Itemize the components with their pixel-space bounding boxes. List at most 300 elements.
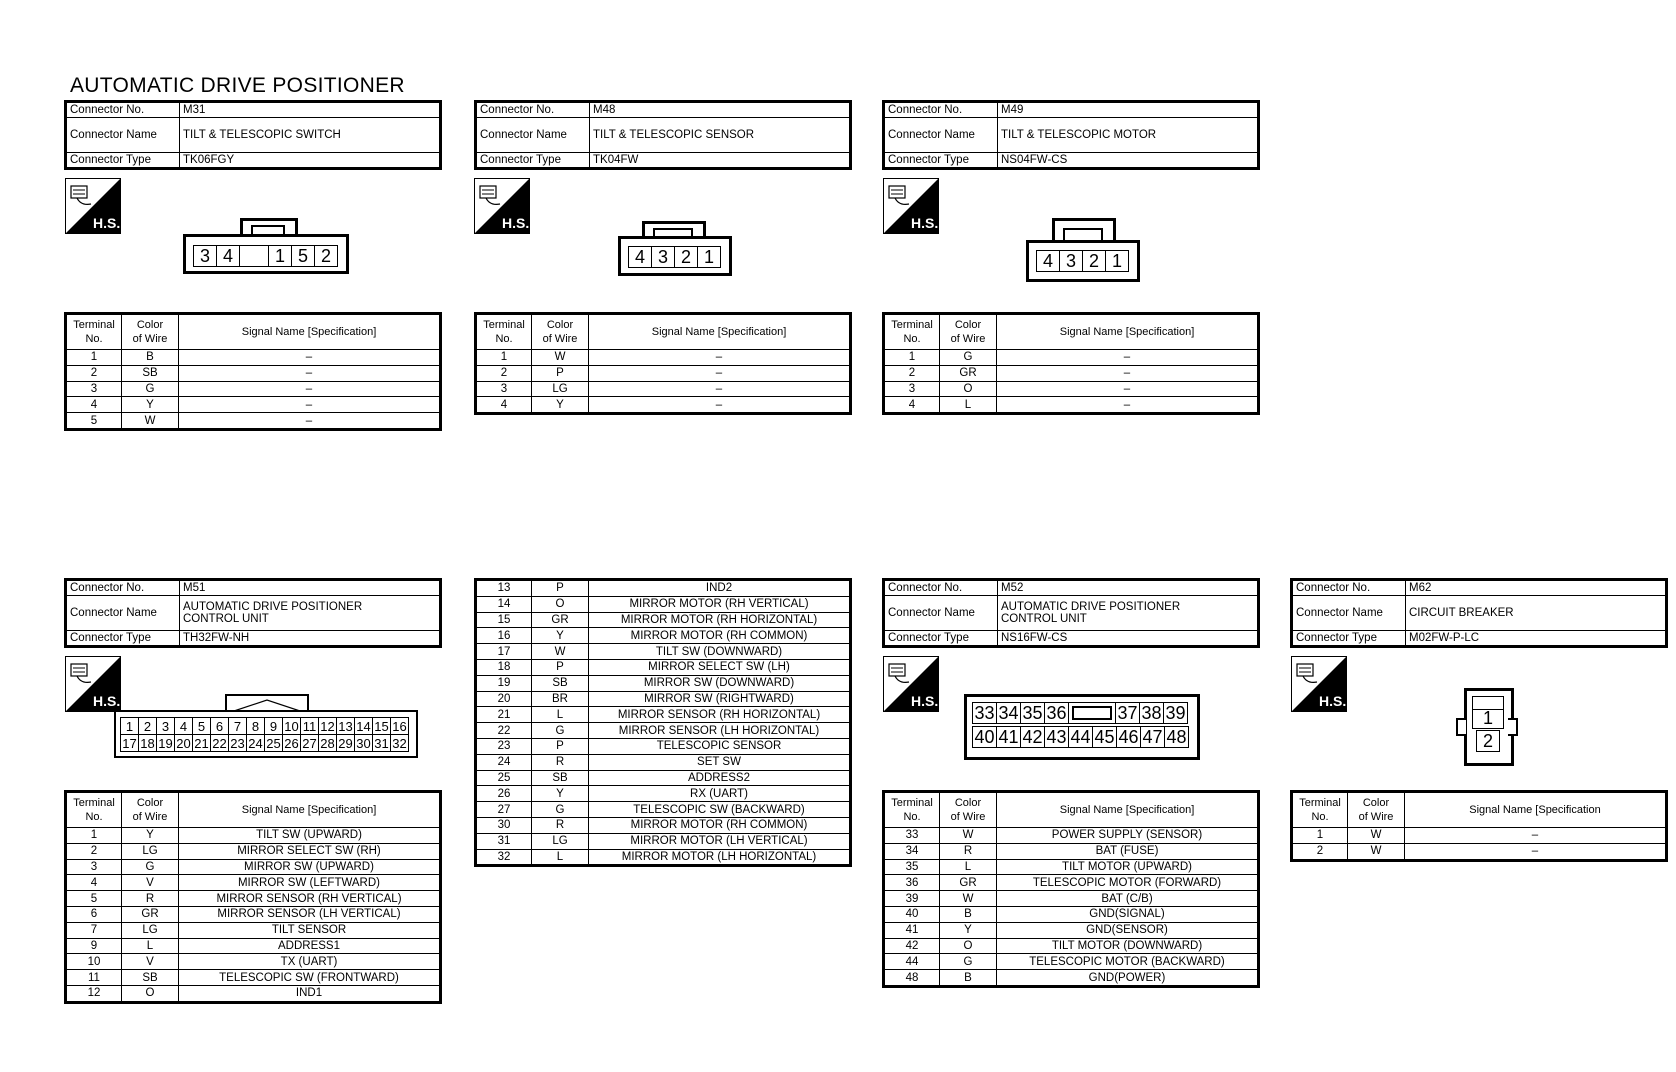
terminal-no-header: Terminal No. (884, 314, 940, 350)
pin: 27 (301, 735, 319, 751)
wire-color-cell: G (940, 350, 997, 366)
table-row (476, 659, 851, 675)
connector-m51-info (64, 578, 442, 648)
signal-name-cell: MIRROR MOTOR (LH HORIZONTAL) (589, 849, 851, 866)
wire-color-cell: P (532, 659, 589, 675)
signal-name-cell: IND2 (589, 580, 851, 597)
wire-color-cell: R (122, 891, 179, 907)
table-row (476, 707, 851, 723)
signal-name-cell: RX (UART) (589, 786, 851, 802)
terminal-no-cell: 3 (66, 381, 122, 397)
terminal-no-cell: 42 (884, 938, 940, 954)
signal-name-cell: – (179, 381, 441, 397)
connector-m49-terminals (882, 312, 1260, 415)
pin: 32 (392, 735, 407, 751)
terminal-no-cell: 44 (884, 954, 940, 970)
terminal-no-cell: 4 (476, 397, 532, 414)
wire-color-cell: SB (532, 770, 589, 786)
table-row (884, 843, 1259, 859)
connector-type-label: Connector Type (476, 153, 590, 169)
table-row (476, 770, 851, 786)
pin: 21 (193, 735, 211, 751)
signal-name-cell: TELESCOPIC MOTOR (FORWARD) (997, 875, 1259, 891)
pin (1069, 703, 1116, 723)
connector-m31-terminals (64, 312, 442, 431)
connector-no-value: M49 (998, 102, 1259, 118)
signal-name-cell: TELESCOPIC SW (FRONTWARD) (179, 970, 441, 986)
wire-color-cell: G (532, 802, 589, 818)
terminal-no-header: Terminal No. (66, 792, 122, 828)
signal-name-cell: MIRROR SW (DOWNWARD) (589, 675, 851, 691)
wire-color-cell: B (940, 906, 997, 922)
signal-header: Signal Name [Specification] (997, 314, 1259, 350)
signal-name-cell: TILT MOTOR (DOWNWARD) (997, 938, 1259, 954)
connector-type-value: TK04FW (590, 153, 851, 169)
signal-name-cell: IND1 (179, 985, 441, 1002)
terminal-no-cell: 32 (476, 849, 532, 866)
signal-name-cell: MIRROR SENSOR (RH VERTICAL) (179, 891, 441, 907)
signal-name-cell: MIRROR MOTOR (RH VERTICAL) (589, 596, 851, 612)
terminal-no-cell: 2 (66, 365, 122, 381)
table-row (1292, 843, 1667, 860)
wire-color-cell: R (532, 754, 589, 770)
pin: 2 (320, 245, 331, 266)
terminal-no-cell: 5 (66, 413, 122, 430)
wire-color-cell: O (122, 985, 179, 1002)
color-header: Color of Wire (532, 314, 589, 350)
terminal-no-cell: 35 (884, 859, 940, 875)
terminal-no-cell: 3 (884, 381, 940, 397)
connector-name-value: TILT & TELESCOPIC SENSOR (590, 118, 851, 153)
signal-name-cell: BAT (FUSE) (997, 843, 1259, 859)
pin: 30 (355, 735, 373, 751)
table-row (884, 397, 1259, 414)
table-row (476, 612, 851, 628)
wire-color-cell: LG (122, 843, 179, 859)
wire-color-cell: W (1348, 828, 1405, 844)
terminal-no-cell: 23 (476, 738, 532, 754)
pin: 8 (247, 718, 265, 734)
signal-name-cell: MIRROR SW (LEFTWARD) (179, 875, 441, 891)
table-row (476, 381, 851, 397)
connector-name-label: Connector Name (1292, 596, 1406, 631)
pin: 1 (1111, 250, 1122, 271)
connector-no-label: Connector No. (476, 102, 590, 118)
table-row (884, 350, 1259, 366)
terminal-no-cell: 19 (476, 675, 532, 691)
terminal-no-cell: 1 (66, 828, 122, 844)
wire-color-cell: W (940, 891, 997, 907)
connector-type-label: Connector Type (66, 631, 180, 647)
table-row (66, 413, 441, 430)
signal-name-cell: – (997, 381, 1259, 397)
color-header: Color of Wire (122, 314, 179, 350)
pin: 4 (629, 247, 652, 267)
signal-name-cell: MIRROR SELECT SW (RH) (179, 843, 441, 859)
terminal-no-cell: 12 (66, 985, 122, 1002)
signal-name-cell: MIRROR MOTOR (RH HORIZONTAL) (589, 612, 851, 628)
wire-color-cell: W (532, 350, 589, 366)
terminal-no-cell: 31 (476, 833, 532, 849)
table-row (476, 644, 851, 660)
pin: 47 (1141, 727, 1165, 747)
signal-name-cell: – (997, 365, 1259, 381)
terminal-no-cell: 1 (66, 350, 122, 366)
wire-color-cell: LG (532, 833, 589, 849)
terminal-no-cell: 3 (66, 859, 122, 875)
connector-m52-info (882, 578, 1260, 648)
pin: 3 (652, 247, 675, 267)
harness-side-icon (65, 178, 121, 234)
wire-color-cell: BR (532, 691, 589, 707)
terminal-no-cell: 1 (1292, 828, 1348, 844)
pin: 5 (193, 718, 211, 734)
connector-type-label: Connector Type (66, 153, 180, 169)
table-row (476, 833, 851, 849)
terminal-no-cell: 21 (476, 707, 532, 723)
pin: 20 (175, 735, 193, 751)
table-row (476, 580, 851, 597)
connector-no-value: M48 (590, 102, 851, 118)
signal-name-cell: TILT SW (UPWARD) (179, 828, 441, 844)
pin: 3 (157, 718, 175, 734)
connector-m52-terminals (882, 790, 1260, 988)
table-row (476, 738, 851, 754)
table-row (884, 891, 1259, 907)
table-row (66, 397, 441, 413)
harness-side-icon (65, 656, 121, 712)
wire-color-cell: Y (532, 628, 589, 644)
table-row (884, 954, 1259, 970)
harness-side-icon (1291, 656, 1347, 712)
connector-no-label: Connector No. (66, 102, 180, 118)
table-row (476, 802, 851, 818)
pin: 44 (1069, 727, 1093, 747)
wire-color-cell: W (940, 828, 997, 844)
signal-name-cell: TILT SENSOR (179, 922, 441, 938)
table-row (884, 970, 1259, 987)
terminal-no-cell: 27 (476, 802, 532, 818)
signal-name-cell: TILT MOTOR (UPWARD) (997, 859, 1259, 875)
pin: 2 (139, 718, 157, 734)
wire-color-cell: Y (532, 786, 589, 802)
wire-color-cell: O (532, 596, 589, 612)
wire-color-cell: P (532, 365, 589, 381)
terminal-no-cell: 18 (476, 659, 532, 675)
wire-color-cell: Y (940, 922, 997, 938)
signal-name-cell: – (179, 365, 441, 381)
pin: 36 (1045, 703, 1069, 723)
terminal-no-cell: 40 (884, 906, 940, 922)
signal-name-cell: – (997, 350, 1259, 366)
table-row (476, 723, 851, 739)
pin: 1 (703, 246, 714, 267)
table-row (66, 365, 441, 381)
signal-header: Signal Name [Specification (1405, 792, 1667, 828)
table-row (884, 828, 1259, 844)
terminal-no-cell: 25 (476, 770, 532, 786)
table-row (476, 691, 851, 707)
wire-color-cell: LG (532, 381, 589, 397)
signal-name-cell: ADDRESS1 (179, 938, 441, 954)
wire-color-cell: B (940, 970, 997, 987)
terminal-no-cell: 14 (476, 596, 532, 612)
terminal-no-cell: 4 (66, 397, 122, 413)
pin: 2 (675, 247, 698, 267)
table-row (66, 875, 441, 891)
pin: 48 (1166, 726, 1187, 747)
signal-name-cell: MIRROR MOTOR (RH COMMON) (589, 817, 851, 833)
connector-m51-terminals-continued (474, 578, 852, 867)
pin: 43 (1045, 727, 1069, 747)
connector-m48-info (474, 100, 852, 170)
signal-name-cell: GND(SIGNAL) (997, 906, 1259, 922)
table-row (66, 859, 441, 875)
pin: 2 (1083, 251, 1106, 271)
terminal-no-cell: 34 (884, 843, 940, 859)
pin: 1 (269, 246, 292, 266)
page-title: AUTOMATIC DRIVE POSITIONER (70, 74, 405, 97)
table-row (476, 628, 851, 644)
signal-name-cell: GND(SENSOR) (997, 922, 1259, 938)
table-row (66, 350, 441, 366)
color-header: Color of Wire (1348, 792, 1405, 828)
table-row (66, 906, 441, 922)
table-row (476, 817, 851, 833)
svg-text:H.S.: H.S. (93, 693, 121, 709)
pin: 18 (139, 735, 157, 751)
signal-name-cell: – (179, 350, 441, 366)
signal-name-cell: – (589, 365, 851, 381)
connector-name-label: Connector Name (66, 118, 180, 153)
connector-type-value: TH32FW-NH (180, 631, 441, 647)
connector-type-value: NS04FW-CS (998, 153, 1259, 169)
pin: 5 (292, 246, 315, 266)
terminal-no-cell: 7 (66, 922, 122, 938)
pin: 45 (1093, 727, 1117, 747)
table-row (884, 381, 1259, 397)
terminal-no-cell: 3 (476, 381, 532, 397)
wire-color-cell: SB (122, 970, 179, 986)
signal-name-cell: BAT (C/B) (997, 891, 1259, 907)
signal-name-cell: – (589, 381, 851, 397)
pin: 38 (1140, 703, 1164, 723)
pin: 4 (217, 246, 240, 266)
signal-name-cell: MIRROR SW (UPWARD) (179, 859, 441, 875)
terminal-no-cell: 1 (884, 350, 940, 366)
connector-no-value: M31 (180, 102, 441, 118)
wire-color-cell: R (940, 843, 997, 859)
signal-header: Signal Name [Specification] (179, 792, 441, 828)
wire-color-cell: R (532, 817, 589, 833)
connector-no-label: Connector No. (66, 580, 180, 596)
pin: 9 (265, 718, 283, 734)
signal-name-cell: MIRROR MOTOR (LH VERTICAL) (589, 833, 851, 849)
connector-type-label: Connector Type (1292, 631, 1406, 647)
wire-color-cell: W (532, 644, 589, 660)
pin: 26 (283, 735, 301, 751)
pin: 22 (211, 735, 229, 751)
wire-color-cell: Y (532, 397, 589, 414)
table-row (66, 938, 441, 954)
terminal-no-cell: 2 (1292, 843, 1348, 860)
wire-color-cell: SB (122, 365, 179, 381)
svg-text:H.S.: H.S. (911, 693, 939, 709)
pin: 3 (1060, 251, 1083, 271)
connector-m31-info (64, 100, 442, 170)
terminal-no-cell: 48 (884, 970, 940, 987)
terminal-no-cell: 24 (476, 754, 532, 770)
terminal-no-cell: 39 (884, 891, 940, 907)
connector-no-value: M52 (998, 580, 1259, 596)
pin: 4 (1037, 251, 1060, 271)
table-row (476, 849, 851, 866)
connector-no-label: Connector No. (1292, 580, 1406, 596)
wire-color-cell: L (940, 397, 997, 414)
pin: 12 (319, 718, 337, 734)
connector-no-value: M51 (180, 580, 441, 596)
table-row (884, 922, 1259, 938)
terminal-no-cell: 33 (884, 828, 940, 844)
connector-m62-info (1290, 578, 1668, 648)
table-row (66, 828, 441, 844)
connector-m48-terminals (474, 312, 852, 415)
signal-name-cell: MIRROR SENSOR (RH HORIZONTAL) (589, 707, 851, 723)
wire-color-cell: P (532, 738, 589, 754)
pin: 19 (157, 735, 175, 751)
pin: 39 (1165, 702, 1186, 723)
table-row (476, 365, 851, 381)
pin: 28 (319, 735, 337, 751)
pin: 10 (283, 718, 301, 734)
wire-color-cell: G (122, 859, 179, 875)
table-row (884, 365, 1259, 381)
connector-type-value: TK06FGY (180, 153, 441, 169)
pin: 40 (973, 727, 997, 747)
pin: 42 (1021, 727, 1045, 747)
harness-side-icon (883, 178, 939, 234)
wire-color-cell: W (122, 413, 179, 430)
pin: 13 (337, 718, 355, 734)
terminal-no-header: Terminal No. (1292, 792, 1348, 828)
pin: 29 (337, 735, 355, 751)
signal-name-cell: – (1405, 828, 1667, 844)
table-row (476, 350, 851, 366)
wire-color-cell: GR (532, 612, 589, 628)
wire-color-cell: L (532, 849, 589, 866)
harness-side-icon (474, 178, 530, 234)
pin: 14 (355, 718, 373, 734)
pin: 37 (1116, 703, 1140, 723)
signal-name-cell: MIRROR SENSOR (LH VERTICAL) (179, 906, 441, 922)
signal-name-cell: – (589, 350, 851, 366)
terminal-no-header: Terminal No. (476, 314, 532, 350)
pin: 3 (194, 246, 217, 266)
table-row (884, 875, 1259, 891)
pin: 15 (373, 718, 391, 734)
wire-color-cell: GR (940, 875, 997, 891)
connector-no-value: M62 (1406, 580, 1667, 596)
terminal-no-cell: 20 (476, 691, 532, 707)
terminal-no-cell: 15 (476, 612, 532, 628)
terminal-no-cell: 6 (66, 906, 122, 922)
signal-name-cell: MIRROR SENSOR (LH HORIZONTAL) (589, 723, 851, 739)
terminal-no-cell: 2 (476, 365, 532, 381)
terminal-no-cell: 1 (476, 350, 532, 366)
signal-name-cell: – (179, 413, 441, 430)
wire-color-cell: Y (122, 828, 179, 844)
table-row (476, 397, 851, 414)
connector-name-label: Connector Name (66, 596, 180, 631)
terminal-no-cell: 2 (66, 843, 122, 859)
wire-color-cell: L (940, 859, 997, 875)
connector-m49-info (882, 100, 1260, 170)
svg-text:H.S.: H.S. (1319, 693, 1347, 709)
table-row (476, 754, 851, 770)
wire-color-cell: O (940, 381, 997, 397)
pin: 4 (175, 718, 193, 734)
connector-name-value: TILT & TELESCOPIC MOTOR (998, 118, 1259, 153)
terminal-no-cell: 4 (66, 875, 122, 891)
pin: 33 (973, 703, 997, 723)
svg-text:H.S.: H.S. (911, 215, 939, 231)
wire-color-cell: G (532, 723, 589, 739)
table-row (1292, 828, 1667, 844)
signal-name-cell: – (1405, 843, 1667, 860)
wire-color-cell: G (940, 954, 997, 970)
pin: 7 (229, 718, 247, 734)
pin: 31 (373, 735, 391, 751)
table-row (66, 381, 441, 397)
signal-name-cell: MIRROR MOTOR (RH COMMON) (589, 628, 851, 644)
table-row (476, 786, 851, 802)
connector-name-label: Connector Name (884, 596, 998, 631)
connector-type-value: NS16FW-CS (998, 631, 1259, 647)
connector-m62-terminals (1290, 790, 1668, 862)
terminal-no-header: Terminal No. (884, 792, 940, 828)
pin: 6 (211, 718, 229, 734)
svg-text:H.S.: H.S. (93, 215, 121, 231)
table-row (884, 906, 1259, 922)
table-row (66, 922, 441, 938)
connector-name-label: Connector Name (476, 118, 590, 153)
harness-side-icon (883, 656, 939, 712)
connector-name-value: AUTOMATIC DRIVE POSITIONER CONTROL UNIT (180, 596, 441, 631)
connector-m51-terminals (64, 790, 442, 1004)
pin: 16 (392, 718, 407, 734)
wire-color-cell: O (940, 938, 997, 954)
pin: 41 (997, 727, 1021, 747)
signal-name-cell: – (997, 397, 1259, 414)
signal-name-cell: MIRROR SW (RIGHTWARD) (589, 691, 851, 707)
wire-color-cell: GR (122, 906, 179, 922)
table-row (66, 985, 441, 1002)
table-row (66, 954, 441, 970)
terminal-no-cell: 11 (66, 970, 122, 986)
table-row (66, 970, 441, 986)
table-row (66, 843, 441, 859)
terminal-no-cell: 13 (476, 580, 532, 597)
signal-name-cell: TELESCOPIC MOTOR (BACKWARD) (997, 954, 1259, 970)
connector-name-value: CIRCUIT BREAKER (1406, 596, 1667, 631)
pin: 1 (1472, 708, 1504, 729)
wire-color-cell: SB (532, 675, 589, 691)
signal-header: Signal Name [Specification] (997, 792, 1259, 828)
terminal-no-cell: 17 (476, 644, 532, 660)
wire-color-cell: L (532, 707, 589, 723)
wire-color-cell: G (122, 381, 179, 397)
signal-name-cell: MIRROR SELECT SW (LH) (589, 659, 851, 675)
